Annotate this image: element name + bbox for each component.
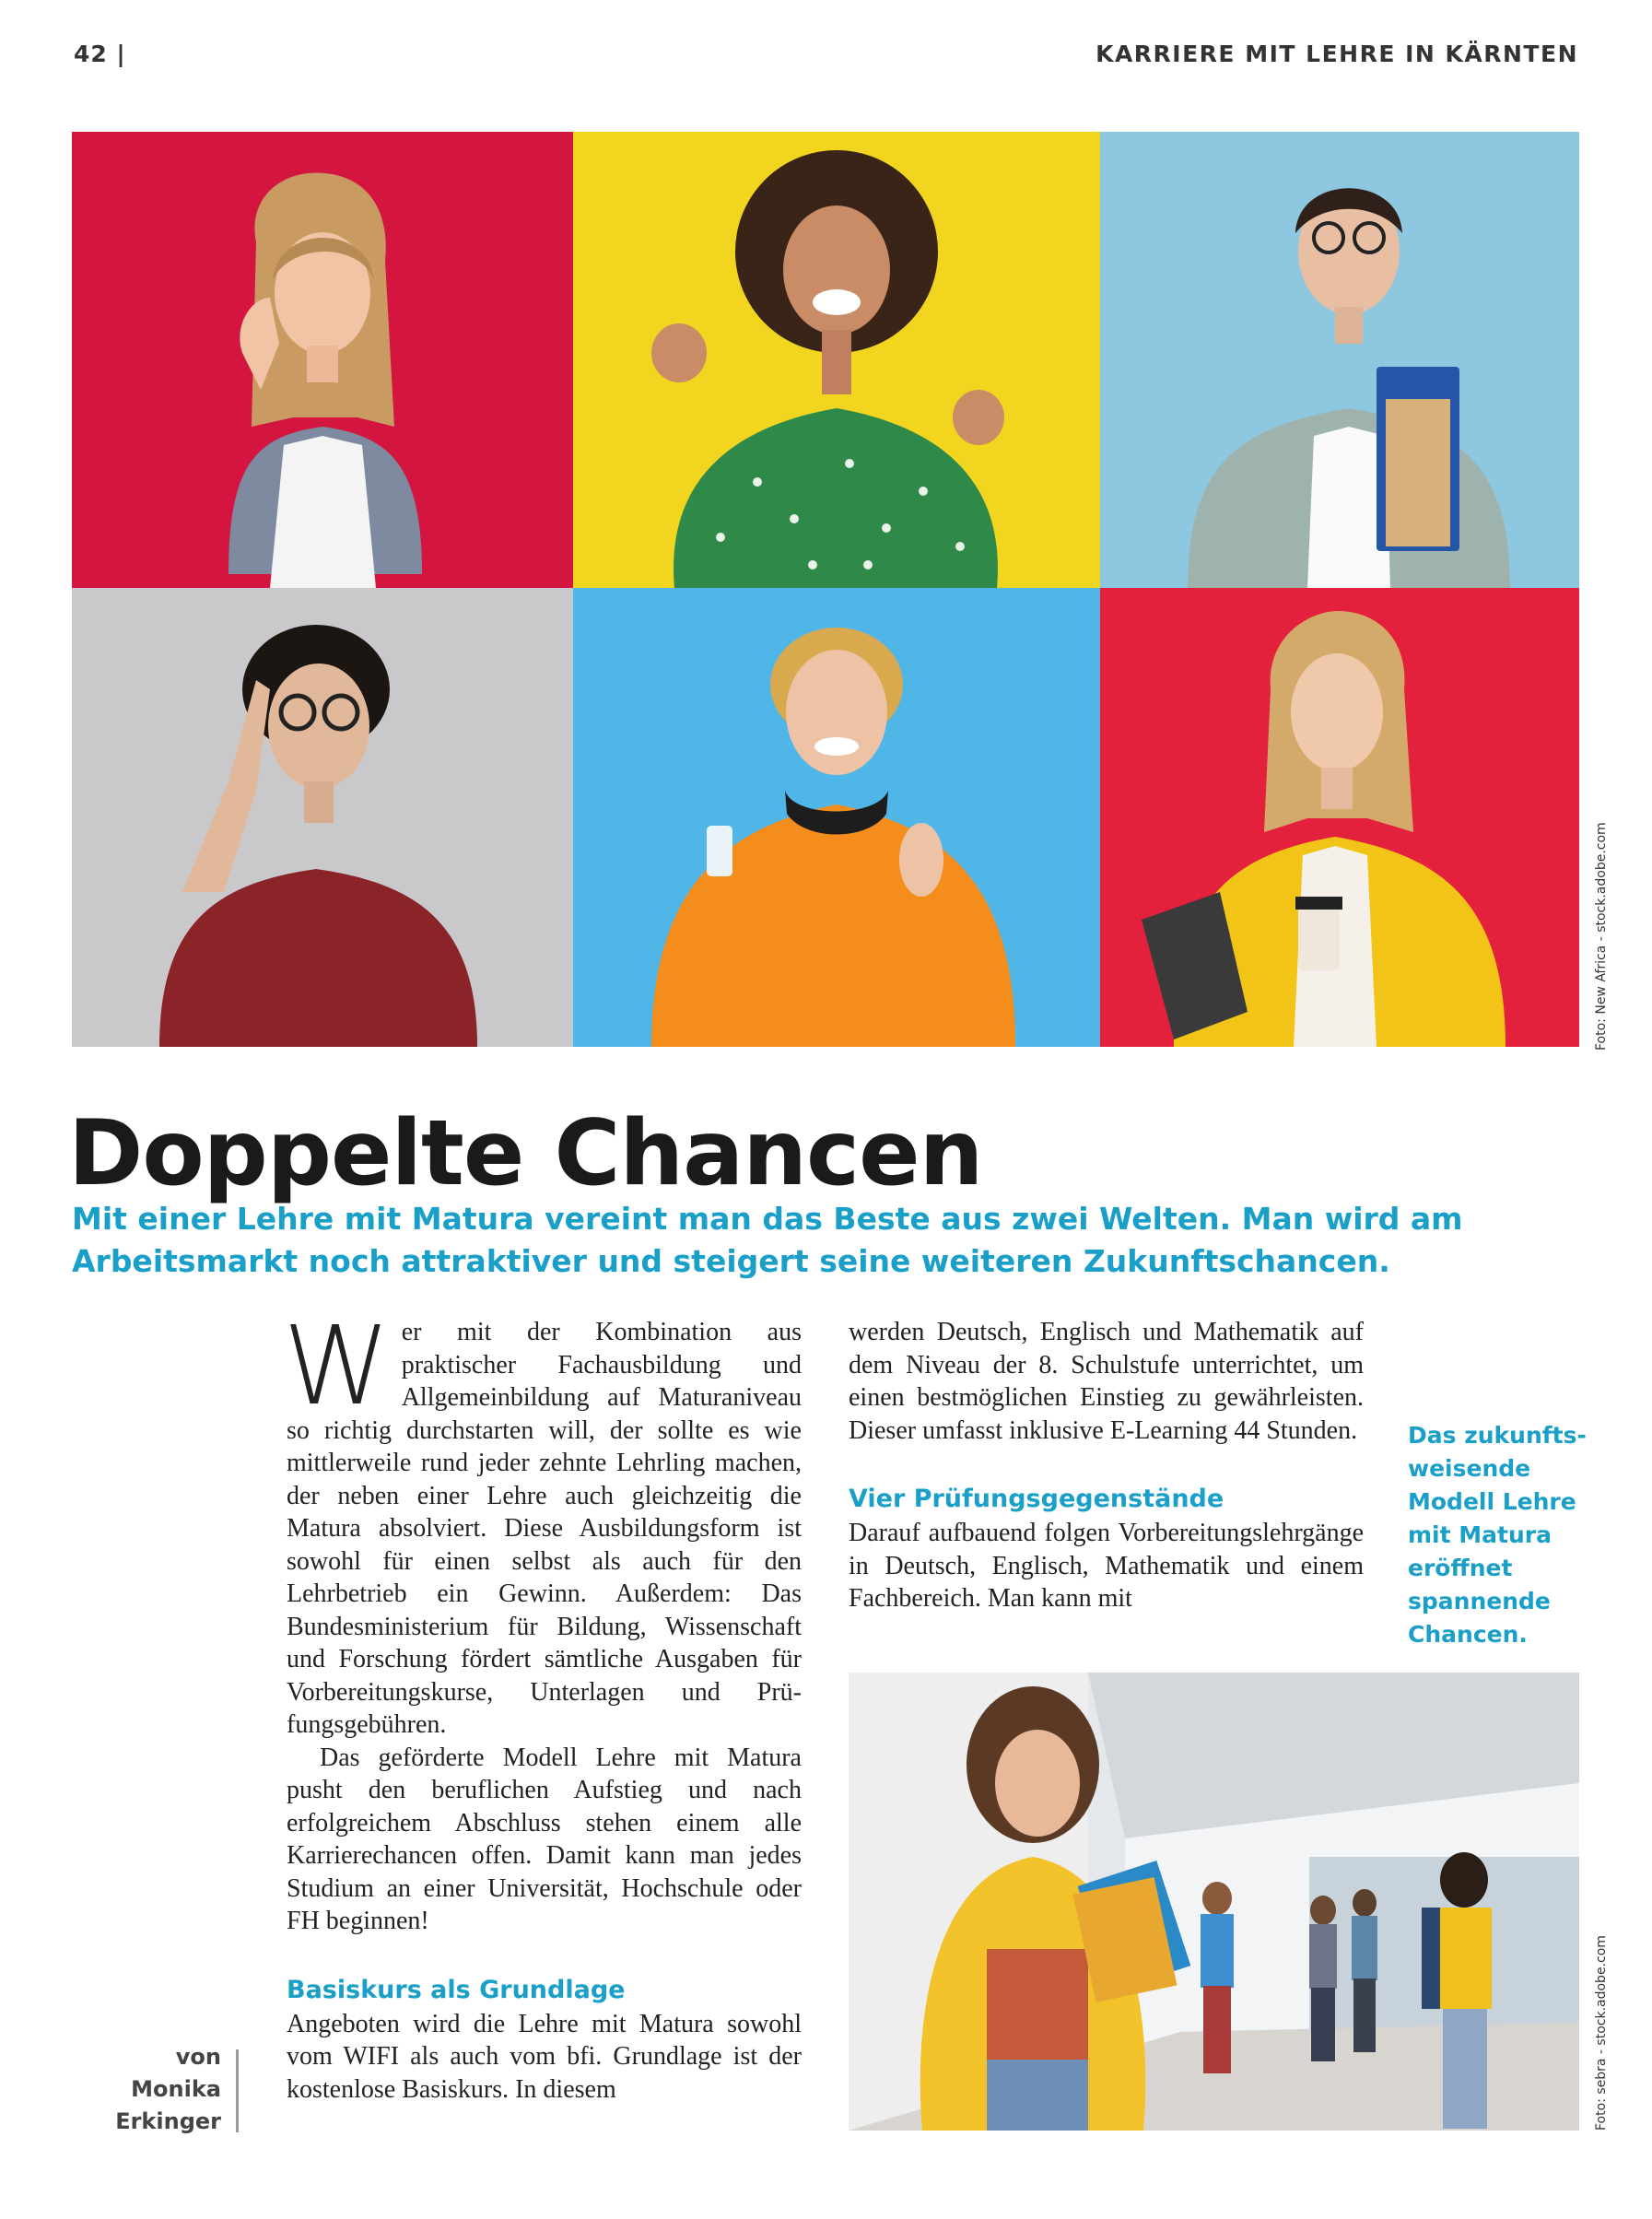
article-headline: Doppelte Chancen [68, 1101, 983, 1206]
pull-quote: Das zukunftsweisende Modell Lehre mit Matura eröffnet spannende Chancen. [1408, 1422, 1587, 1648]
students-photo-illustration [849, 1673, 1579, 2131]
photo-tile-boy-blue [1100, 132, 1579, 588]
drop-cap: W [283, 1302, 391, 1429]
article-lead: Mit einer Lehre mit Matura vereint man das Beste aus zwei Welten. Man wird am Arbeitsmarkt noch attraktiver und steigert seine weiteren Zukunftschancen. [72, 1201, 1463, 1279]
photo-credit-bottom: Foto: sebra - stock.adobe.com [1594, 1935, 1609, 2131]
page-number: 42 | [74, 41, 126, 67]
photo-tile-boy-grey [72, 588, 573, 1047]
byline-line: von [175, 2044, 221, 2070]
photo-tile-girl-jacket [1100, 588, 1579, 1047]
paragraph: werden Deutsch, Englisch und Mathematik auf dem Niveau der 8. Schulstufe unterrichtet, um einen bestmöglichen Einstieg zu gewährleisten. Dieser umfasst inklusive E-Learning 44 Stunden. [849, 1318, 1364, 1445]
person-photo-illustration [72, 132, 573, 588]
photo-credit-top: Foto: New Africa - stock.adobe.com [1594, 822, 1609, 1051]
photo-tile-girl-red [72, 132, 573, 588]
article-column-2 [849, 1316, 1364, 1615]
byline-line: Monika [131, 2076, 221, 2102]
photo-collage [72, 132, 1579, 1047]
photo-tile-boy-orange [573, 588, 1100, 1047]
article-column-1 [283, 1302, 802, 2106]
person-photo-illustration [1100, 132, 1579, 588]
person-photo-illustration [72, 588, 573, 1047]
person-photo-illustration [1100, 588, 1579, 1047]
person-photo-illustration [573, 132, 1100, 588]
subheading-basiskurs: Basiskurs als Grundlage [287, 1975, 626, 2004]
paragraph: Darauf aufbauend folgen Vorbereitungslehrgänge in Deutsch, Englisch, Mathematik und einem Fachbereich. Man kann mit [849, 1519, 1364, 1613]
byline-divider [236, 2049, 239, 2132]
photo-students-corridor [849, 1673, 1579, 2131]
section-title: KARRIERE MIT LEHRE IN KÄRNTEN [1095, 41, 1578, 67]
paragraph: Angeboten wird die Lehre mit Matura sowohl vom WIFI als auch vom bfi. Grundlage ist der kostenlose Basiskurs. In diesem [287, 2009, 802, 2104]
person-photo-illustration [573, 588, 1100, 1047]
author-byline [92, 2041, 221, 2138]
photo-tile-girl-yellow [573, 132, 1100, 588]
byline-line: Erkinger [115, 2108, 221, 2134]
subheading-pruefungsgegenstaende: Vier Prüfungsgegenstände [849, 1485, 1224, 1513]
paragraph: Das geförderte Modell Lehre mit Matura pusht den beruflichen Aufstieg und nach erfolgreichem Abschluss stehen einem alle Karrierechancen offen. Damit kann man jedes Studium an einer Universität, Hochschule oder FH beginnen! [287, 1743, 802, 1935]
paragraph: er mit der Kombination aus praktischer Fachausbildung und Allgemeinbildung auf Maturaniveau so richtig durchstarten will, der sollte es wie mittlerweile rund jeder zehnte Lehrling machen, der neben einer Lehre auch gleichzeitig die Matura absolviert. Diese Ausbildungsform ist sowohl für einen selbst als auch für den Lehrbetrieb ein Gewinn. Außerdem: Das Bundesministerium für Bildung, Wissenschaft und Forschung fördert sämtliche Ausgaben für Vorbereitungskurse, Unterlagen und Prüfungsgebühren. [287, 1318, 802, 1739]
